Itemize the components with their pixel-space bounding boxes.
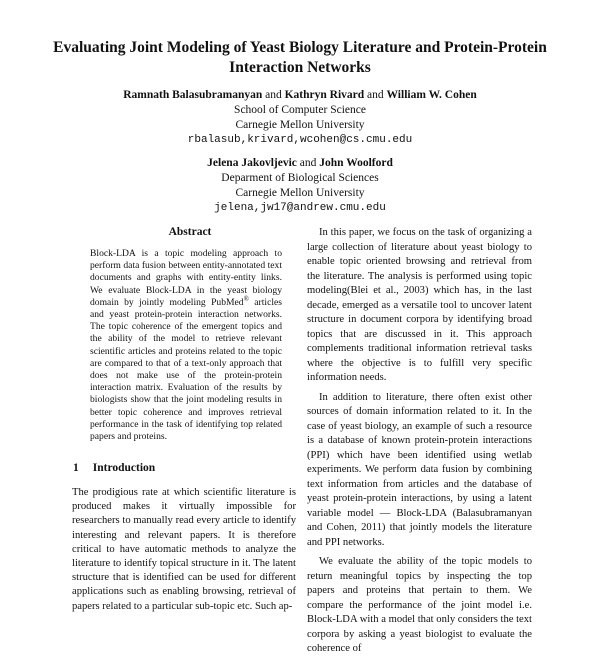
author-email: jelena,jw17@andrew.cmu.edu (214, 202, 386, 214)
author-block-1 (0, 88, 600, 148)
paper-title: Evaluating Joint Modeling of Yeast Biology Literature and Protein-Protein Interaction Networks (53, 39, 547, 76)
author-names-2 (0, 156, 600, 171)
author-name: John Woolford (319, 157, 393, 169)
author-name: Ramnath Balasubramanyan (123, 89, 263, 101)
author-conjunction: and (367, 89, 384, 101)
affiliation: Carnegie Mellon University (235, 187, 365, 199)
abstract-text (90, 248, 282, 443)
author-name: William W. Cohen (386, 89, 477, 101)
affiliation: School of Computer Science (234, 104, 366, 116)
paragraph: We evaluate the ability of the topic models to return meaningful topics by inspecting the top papers and proteins that pertain to them. We compare the performance of the joint model i.e. Block-LDA with a model that only considers the text corpora by asking a yeast biologist to evaluate the coherence of (307, 556, 532, 654)
author-email: rbalasub,krivard,wcohen@cs.cmu.edu (187, 134, 413, 146)
paragraph: In addition to literature, there often exist other sources of domain information related to it. In the case of yeast biology, an example of such a resource is a database of known protein-protein interactions (PPI) which have been identified using wetlab experiments. We perform data fusion by combining text information from articles and the database of yeast protein-protein interactions, by using a latent variable model — Block-LDA (Balasubramanyan and Cohen, 2011) that jointly models the literature and PPI networks. (307, 391, 532, 548)
section-number: 1 (73, 462, 79, 474)
paragraph: The prodigious rate at which scientific literature is produced makes it virtually impossible for researchers to manually read every article to identify interesting and relevant papers. It is therefore critical to have automatic methods to analyze the literature to identify topical structure in it. The latent structure that is identified can be used for different applications such as enabling browsing, retrieval of papers related to a particular sub-topic etc. Such ap- (72, 487, 296, 612)
author-name: Jelena Jakovljevic (207, 157, 297, 169)
left-column-body (72, 486, 296, 614)
abstract-text-part: Block-LDA is a topic modeling approach to perform data fusion between entity-annotated text documents and graphs with entity-entity links. We evaluate Block-LDA in the yeast biology domain by jointly modeling PubMed (90, 248, 282, 308)
abstract-heading: Abstract (168, 226, 212, 238)
abstract-text-part: articles and yeast protein-protein interaction networks. The topic coherence of the emergent topics and the ability of the model to retrieve relevant scientific articles and proteins related to the topic are compared to that of a text-only approach that does not make use of the protein-protein interaction matrix. Evaluation of the results by biologists show that the joint modeling results in better topic coherence and improves retrieval performance in the task of identifying top related papers and proteins. (90, 296, 282, 443)
author-names-1 (0, 88, 600, 103)
right-column-body (307, 226, 532, 657)
author-conjunction: and (265, 89, 282, 101)
affiliation: Carnegie Mellon University (235, 119, 365, 131)
section-heading (73, 462, 155, 474)
section-title: Introduction (92, 462, 156, 474)
registered-mark: ® (243, 294, 249, 303)
paragraph: In this paper, we focus on the task of organizing a large collection of literature about yeast biology to enable topic oriented browsing and retrieval from the literature. The analysis is performed using topic modeling(Blei et al., 2003) which has, in the last decade, emerged as a versatile tool to uncover latent structure in document corpora by identifying broad topics that are discussed in it. This approach complements traditional information retrieval tasks where the objective is to fulfill very specific information needs. (307, 227, 532, 383)
author-name: Kathryn Rivard (284, 89, 365, 101)
author-block-2 (0, 156, 600, 216)
affiliation: Deparment of Biological Sciences (221, 172, 379, 184)
author-conjunction: and (299, 157, 317, 169)
